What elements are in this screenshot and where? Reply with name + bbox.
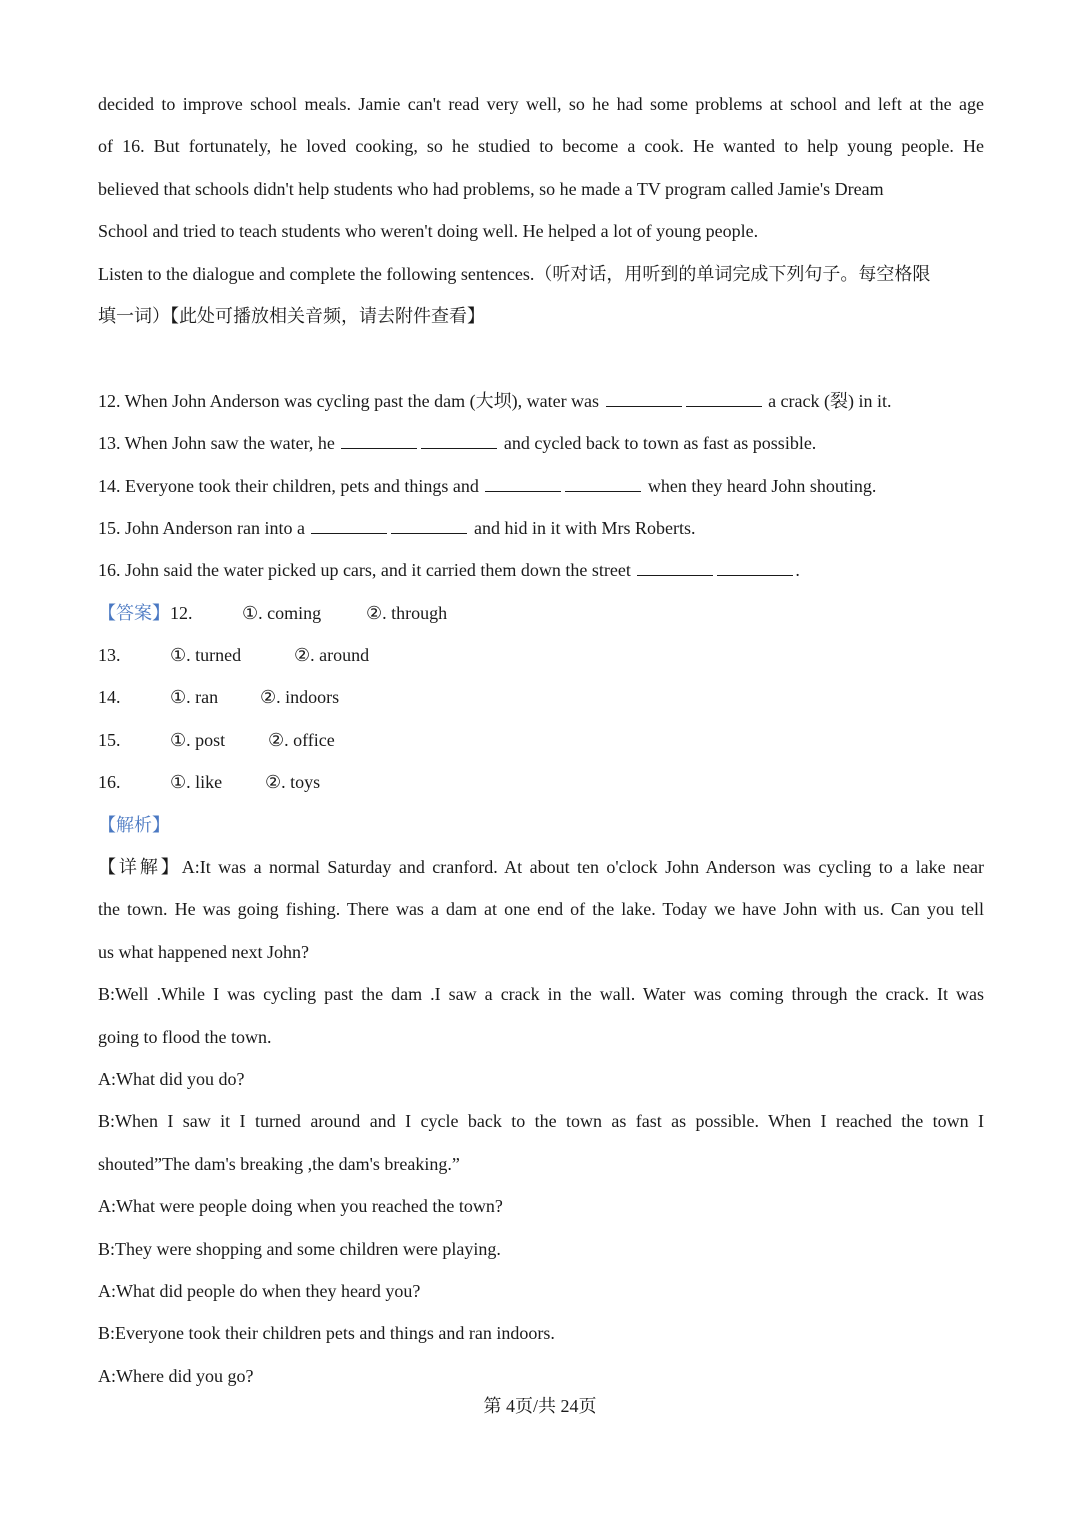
question-text: when they heard John shouting. — [647, 475, 877, 496]
answer-option-2: ②. office — [268, 729, 335, 750]
analysis-tag: 【解析】 — [98, 814, 170, 835]
answer-number: 12. — [170, 602, 193, 623]
document-body — [98, 83, 984, 1397]
detail-tag: 【详解】 — [98, 857, 182, 878]
detail-line — [98, 846, 984, 888]
detail-text: A:It was a normal Saturday and cranford. At about ten o'clock John Anderson was cycling to a lake near — [181, 857, 985, 878]
question-text: and cycled back to town as fast as possible. — [503, 433, 817, 454]
answer-number: 14. — [98, 687, 121, 708]
detail-line: B:Everyone took their children pets and things and ran indoors. — [98, 1323, 555, 1344]
answer-blank — [717, 559, 793, 576]
answer-row-16 — [98, 761, 984, 803]
answer-option-1: ①. ran — [170, 687, 219, 708]
question-text: 14. Everyone took their children, pets and things and — [98, 475, 479, 496]
detail-line: A:What were people doing when you reached the town? — [98, 1196, 503, 1217]
question-text: and hid in it with Mrs Roberts. — [473, 517, 696, 538]
answer-blank — [391, 517, 467, 534]
answer-option-2: ②. toys — [265, 772, 321, 793]
page-footer: 第 4页/共 24页 — [483, 1396, 597, 1416]
answer-number: 16. — [98, 772, 121, 793]
question-text: a crack (裂) in it. — [768, 390, 892, 411]
question-text: 16. John said the water picked up cars, and it carried them down the street — [98, 560, 631, 581]
question-text: 15. John Anderson ran into a — [98, 517, 305, 538]
instruction-line: Listen to the dialogue and complete the following sentences.（听对话，用听到的单词完成下列句子。每空格限 — [98, 263, 931, 284]
intro-line: decided to improve school meals. Jamie can't read very well, so he had some problems at school and left at the age — [98, 94, 984, 114]
answer-tag: 【答案】 — [98, 602, 170, 623]
answer-blank — [686, 390, 762, 407]
question-text: 12. When John Anderson was cycling past the dam (大坝), water was — [98, 390, 600, 411]
detail-line: A:What did people do when they heard you? — [98, 1280, 421, 1301]
answer-option-2: ②. around — [294, 645, 370, 666]
answer-row-13 — [98, 634, 984, 676]
question-14 — [98, 465, 984, 507]
question-13 — [98, 422, 984, 464]
analysis-heading — [98, 804, 984, 846]
instruction-line: 填一词）【此处可播放相关音频，请去附件查看】 — [98, 305, 485, 326]
question-text: 13. When John saw the water, he — [98, 433, 335, 454]
answer-option-1: ①. turned — [170, 645, 242, 666]
question-text: . — [795, 560, 800, 581]
answer-blank — [606, 390, 682, 407]
answer-blank — [341, 432, 417, 449]
spacer — [98, 337, 984, 379]
detail-line: shouted”The dam's breaking ,the dam's breaking.” — [98, 1153, 460, 1174]
answer-blank — [637, 559, 713, 576]
answer-row-14 — [98, 676, 984, 718]
answer-row-15 — [98, 719, 984, 761]
answer-option-2: ②. through — [366, 602, 448, 623]
answer-option-1: ①. coming — [242, 602, 322, 623]
detail-line: B:When I saw it I turned around and I cycle back to the town as fast as possible. When I reached the town I — [98, 1111, 984, 1132]
detail-line: B:They were shopping and some children were playing. — [98, 1238, 501, 1259]
intro-line: of 16. But fortunately, he loved cooking, so he studied to become a cook. He wanted to help young people. He — [98, 136, 984, 157]
detail-line: the town. He was going fishing. There was a dam at one end of the lake. Today we have John with us. Can you tell — [98, 899, 984, 920]
answer-blank — [311, 517, 387, 534]
answer-blank — [565, 475, 641, 492]
detail-line: A:Where did you go? — [98, 1365, 254, 1386]
answer-option-1: ①. like — [170, 772, 223, 793]
answer-number: 13. — [98, 645, 121, 666]
intro-line: School and tried to teach students who weren't doing well. He helped a lot of young people. — [98, 221, 759, 242]
question-16 — [98, 549, 984, 591]
detail-line: us what happened next John? — [98, 941, 309, 962]
question-15 — [98, 507, 984, 549]
answer-blank — [421, 432, 497, 449]
answer-option-1: ①. post — [170, 729, 226, 750]
detail-line: B:Well .While I was cycling past the dam .I saw a crack in the wall. Water was coming through the crack. It was — [98, 984, 984, 1005]
intro-line: believed that schools didn't help students who had problems, so he made a TV program called Jamie's Dream — [98, 178, 884, 199]
detail-line: A:What did you do? — [98, 1068, 245, 1089]
question-12 — [98, 380, 984, 422]
detail-line: going to flood the town. — [98, 1026, 272, 1047]
answer-option-2: ②. indoors — [260, 687, 340, 708]
answer-number: 15. — [98, 729, 121, 750]
answer-blank — [485, 475, 561, 492]
answer-row-12 — [98, 592, 984, 634]
